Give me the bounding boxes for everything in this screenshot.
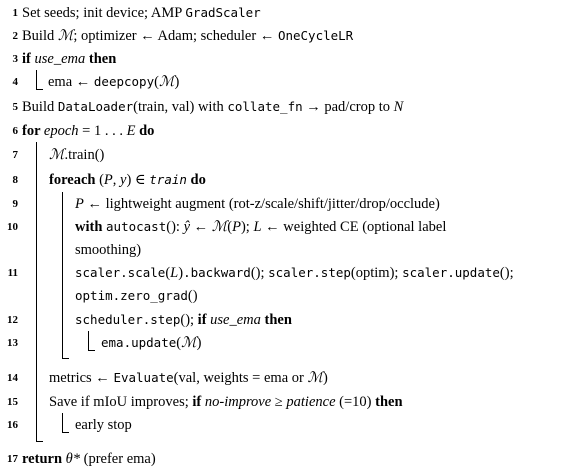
code-token: ema ←	[48, 74, 94, 90]
code-token: no-improve	[204, 394, 272, 410]
code-token: use_ema	[34, 51, 86, 67]
line-content	[75, 285, 198, 307]
code-token: metrics ←	[49, 370, 114, 386]
code-token: Build	[22, 28, 58, 44]
code-token: → pad/crop to	[302, 99, 394, 115]
code-token: )	[178, 265, 184, 281]
code-token: ≥	[271, 394, 287, 410]
code-token: ();	[499, 265, 514, 281]
code-token: )	[174, 74, 180, 90]
line-content	[49, 391, 403, 413]
code-token: then	[260, 312, 292, 328]
code-token: (prefer ema)	[80, 451, 156, 467]
code-token: scaler.update	[402, 265, 500, 280]
code-token: for	[22, 123, 44, 139]
code-token: do	[186, 172, 206, 188]
code-token: ()	[187, 288, 198, 304]
code-token: (=10)	[335, 394, 376, 410]
code-token: epoch	[43, 123, 79, 139]
code-token: ();	[250, 265, 269, 281]
line-number: 2	[12, 30, 18, 42]
code-token: (val, weights = ema or	[173, 370, 308, 386]
line-content	[49, 367, 328, 389]
code-token: Save if mIoU improves;	[49, 394, 193, 410]
code-token: .backward	[183, 265, 251, 280]
line-number: 3	[12, 53, 18, 65]
line-content	[22, 120, 154, 142]
code-token: (	[227, 219, 233, 235]
line-number: 16	[7, 419, 18, 431]
line-number: 12	[7, 314, 18, 326]
code-token: autocast	[106, 219, 167, 234]
line-number: 14	[7, 372, 18, 384]
line-content	[49, 144, 104, 166]
code-token: = 1 . . .	[78, 123, 127, 139]
code-token: (train, val) with	[133, 99, 228, 115]
code-token: use_ema	[210, 312, 261, 328]
code-token: collate_fn	[227, 99, 303, 114]
code-token: y	[120, 172, 127, 188]
line-content	[75, 239, 141, 261]
code-token: return	[22, 451, 66, 467]
code-token: )	[196, 335, 202, 351]
if-ema-block-guide	[88, 331, 95, 351]
code-token: ←	[190, 219, 212, 235]
line-content	[75, 309, 292, 331]
code-token: ℳ	[158, 74, 175, 90]
code-token: smoothing)	[75, 242, 142, 258]
code-token: ℳ	[307, 370, 323, 386]
line-number: 9	[12, 198, 18, 210]
code-token: early stop	[75, 417, 132, 433]
code-token: );	[240, 219, 254, 235]
code-token: ℳ	[211, 219, 228, 235]
line-number: 6	[12, 125, 18, 137]
code-token: then	[375, 394, 403, 410]
code-token: ();	[180, 312, 198, 328]
line-content	[49, 169, 206, 191]
code-token: ema.update	[101, 335, 177, 350]
code-token: GradScaler	[185, 5, 261, 20]
code-token: L	[253, 219, 262, 235]
code-token: DataLoader	[57, 99, 134, 114]
code-token: if	[197, 312, 211, 328]
line-content	[48, 71, 179, 93]
line-number: 13	[7, 337, 18, 349]
code-token: train	[149, 172, 187, 187]
code-token: ← lightweight augment (rot-z/scale/shift/jitter/drop/occlude)	[83, 196, 440, 212]
code-token: deepcopy	[93, 74, 155, 89]
code-token: θ*	[65, 451, 81, 467]
code-token: if	[192, 394, 205, 410]
code-token: scheduler.step	[75, 312, 181, 327]
line-number: 5	[12, 101, 18, 113]
code-token: (	[176, 335, 182, 351]
code-token: do	[135, 123, 155, 139]
code-token: ) ∈	[126, 172, 150, 188]
line-number: 10	[7, 221, 18, 233]
code-token: P	[75, 196, 84, 212]
code-token: (	[154, 74, 159, 90]
line-number: 17	[7, 453, 18, 465]
line-content	[22, 448, 156, 470]
line-number: 7	[12, 149, 18, 161]
foreach-block-guide	[62, 192, 69, 359]
code-token: patience	[286, 394, 336, 410]
code-token: OneCycleLR	[277, 28, 354, 43]
line-content	[75, 216, 446, 238]
code-token: optim.zero_grad	[75, 288, 188, 303]
line-content	[75, 414, 132, 436]
code-token: (	[165, 265, 171, 281]
code-token: P	[103, 172, 113, 188]
for-block-guide	[36, 142, 43, 442]
line-content	[22, 48, 116, 70]
code-token: )	[322, 370, 328, 386]
line-content	[22, 2, 261, 24]
line-number: 15	[7, 396, 18, 408]
code-token: then	[85, 51, 117, 67]
line-content	[22, 25, 353, 47]
code-token: scaler.scale	[75, 265, 166, 280]
code-token: scaler.step	[268, 265, 351, 280]
line-number: 4	[12, 76, 18, 88]
line-content	[101, 332, 201, 354]
code-token: ← weighted CE (optional label	[261, 219, 447, 235]
line-content	[75, 193, 440, 215]
code-token: (	[99, 172, 104, 188]
line-content	[75, 262, 514, 284]
code-token: (optim);	[350, 265, 403, 281]
code-token: ℳ	[49, 147, 65, 163]
code-token: ():	[166, 219, 184, 235]
code-token: Build	[22, 99, 58, 115]
code-token: ; optimizer ← Adam; scheduler ←	[73, 28, 278, 44]
code-token: ℳ	[57, 28, 74, 44]
code-token: N	[393, 99, 404, 115]
code-token: P	[232, 219, 241, 235]
code-token: Set seeds; init device; AMP	[22, 5, 186, 21]
code-token: L	[170, 265, 179, 281]
line-content	[22, 96, 403, 118]
code-token: .train()	[64, 147, 105, 163]
code-token: E	[126, 123, 136, 139]
code-token: ℳ	[181, 335, 197, 351]
line-number: 8	[12, 174, 18, 186]
code-token: Evaluate	[113, 370, 174, 385]
line-number: 11	[7, 267, 18, 279]
if-block-guide	[36, 70, 43, 90]
code-token: ,	[112, 172, 121, 188]
if-patience-block-guide	[62, 413, 69, 433]
code-token: foreach	[49, 172, 100, 188]
code-token: if	[22, 51, 35, 67]
line-number: 1	[12, 7, 18, 19]
code-token: with	[75, 219, 107, 235]
code-token: ŷ	[183, 219, 190, 235]
